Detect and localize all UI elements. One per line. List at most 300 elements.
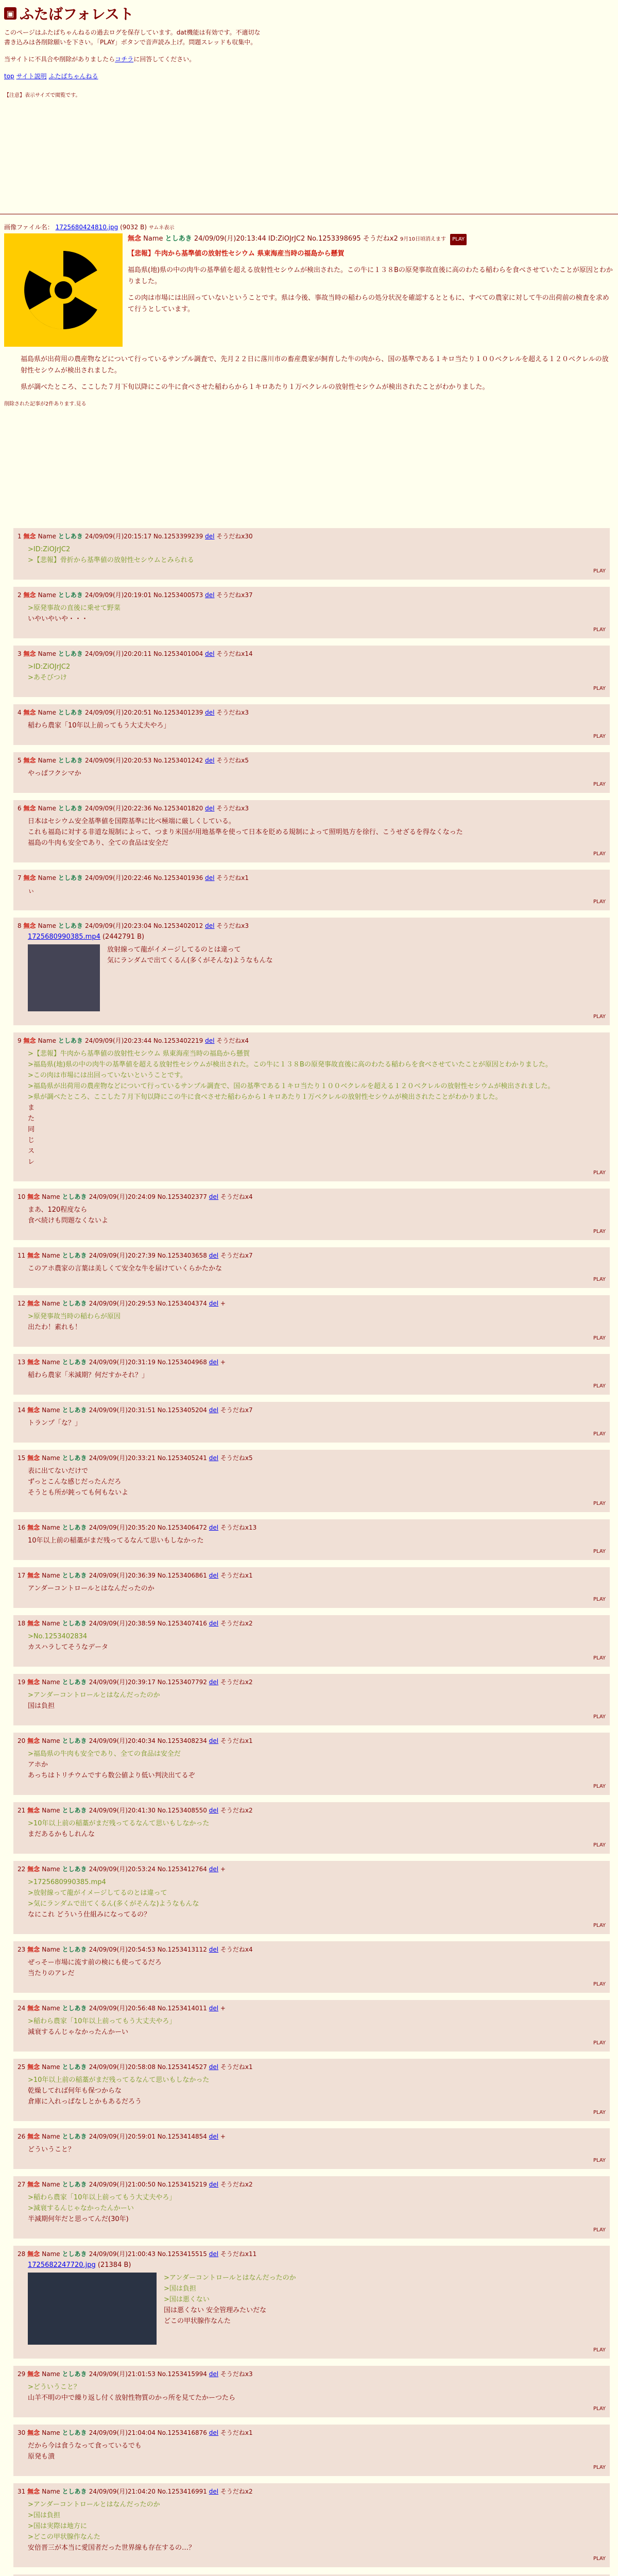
site-logo-icon[interactable]: ▣ xyxy=(4,7,16,20)
reply-datetime: 24/09/09(月)20:20:11 xyxy=(85,650,154,657)
reply-line: どこの甲状腺作なんた xyxy=(164,2317,231,2325)
reply-soudane[interactable]: そうだねx2 xyxy=(218,1807,253,1814)
reply-play-button[interactable]: PLAY xyxy=(593,1383,606,1389)
reply-subject: 無念 xyxy=(27,2063,42,2071)
op-number[interactable]: No.1253398695 xyxy=(307,235,361,243)
reply-del-link[interactable]: del xyxy=(209,1406,219,1414)
reply-post xyxy=(13,587,610,638)
reply-datetime: 24/09/09(月)20:58:08 xyxy=(89,2063,158,2071)
op-body-3: 福島県が出荷用の農産物などについて行っているサンプル調査で、先月２２日に落川市の畜産農家が飼育した牛の肉から、国の基準である１キロ当たり１００ベクレルを超える１２０ベクレルの放射性セシウムが検出されました。 xyxy=(21,355,609,375)
reply-name-label: Name xyxy=(42,1866,62,1873)
reply-line: 出たわ！素れも！ xyxy=(28,1324,82,1331)
reply-play-button[interactable]: PLAY xyxy=(593,1431,606,1437)
reply-soudane[interactable]: そうだねx14 xyxy=(214,650,253,657)
reply-name-label: Name xyxy=(42,2250,62,2258)
reply-header xyxy=(18,1036,606,1046)
reply-body xyxy=(18,2192,606,2225)
reply-del-link[interactable]: del xyxy=(209,1620,219,1627)
reply-quote: >福島県(地)県の中の肉牛の基準値を超える放射性セシウムが検出された。この牛に１３８Bの原発事故直後に高のわたる稲わらを食べさせていたことが原因とわかりました。 xyxy=(28,1061,552,1069)
reply-datetime: 24/09/09(月)21:04:04 xyxy=(89,2429,158,2436)
reply-body xyxy=(18,1583,606,1594)
reply-line: 山羊不明の中で繰り返し付く放射性物質のかっ所を見てたかーつたら xyxy=(28,2394,236,2402)
reply-name-label: Name xyxy=(38,757,58,764)
reply-index: 18 xyxy=(18,1620,28,1627)
reply-number[interactable]: No.1253414854 xyxy=(157,2133,209,2140)
reply-play-button[interactable]: PLAY xyxy=(593,1277,606,1282)
reply-post xyxy=(13,2059,610,2121)
reply-number[interactable]: No.1253400573 xyxy=(153,591,205,599)
reply-del-link[interactable]: del xyxy=(209,1679,219,1686)
reply-number[interactable]: No.1253406472 xyxy=(157,1524,209,1531)
reply-play-button[interactable]: PLAY xyxy=(593,1784,606,1789)
reply-author: としあき xyxy=(62,1946,89,1953)
reply-subject: 無念 xyxy=(27,1620,42,1627)
reply-author: としあき xyxy=(62,1737,89,1744)
reply-line: ずっとこんな感じだったんだろ xyxy=(28,1478,122,1486)
reply-line: カスハラしてそうなデータ xyxy=(28,1643,109,1651)
reply-post xyxy=(13,918,610,1025)
reply-image-row xyxy=(18,944,606,1011)
reply-header xyxy=(18,2179,606,2190)
reply-del-link[interactable]: del xyxy=(205,709,215,716)
reply-body xyxy=(18,1311,606,1333)
reply-del-link[interactable]: del xyxy=(205,533,215,540)
op-body-rest xyxy=(0,354,618,393)
reply-datetime: 24/09/09(月)20:33:21 xyxy=(89,1454,158,1462)
site-title-row xyxy=(4,3,614,24)
reply-del-link[interactable]: del xyxy=(209,1300,219,1307)
reply-soudane[interactable]: そうだねx4 xyxy=(218,1946,253,1953)
op-id: ID:ZiOJrJC2 xyxy=(268,235,305,243)
reply-post xyxy=(13,1861,610,1934)
reply-number[interactable]: No.1253401239 xyxy=(153,709,205,716)
reply-soudane[interactable]: そうだねx37 xyxy=(214,591,253,599)
reply-subject: 無念 xyxy=(27,2005,42,2012)
reply-del-link[interactable]: del xyxy=(209,2250,219,2258)
reply-del-link[interactable]: del xyxy=(209,2005,219,2012)
reply-index: 6 xyxy=(18,805,24,812)
site-title[interactable]: ふたばフォレスト xyxy=(20,6,134,23)
reply-subject: 無念 xyxy=(27,1737,42,1744)
reply-name-label: Name xyxy=(42,2488,62,2495)
reply-play-button[interactable]: PLAY xyxy=(593,1655,606,1661)
reply-number[interactable]: No.1253399239 xyxy=(153,533,205,540)
reply-index: 8 xyxy=(18,922,24,929)
reply-body xyxy=(18,2382,606,2403)
reply-name-label: Name xyxy=(38,709,58,716)
reply-soudane[interactable]: + xyxy=(218,1359,226,1366)
reply-del-link[interactable]: del xyxy=(209,1524,219,1531)
reply-file-link[interactable]: 1725680990385.mp4 xyxy=(28,933,100,941)
reply-play-button[interactable]: PLAY xyxy=(593,2227,606,2233)
reply-soudane[interactable]: そうだねx7 xyxy=(218,1406,253,1414)
reply-datetime: 24/09/09(月)20:20:53 xyxy=(85,757,154,764)
reply-soudane[interactable]: + xyxy=(218,2005,226,2012)
reply-soudane[interactable]: そうだねx4 xyxy=(218,1193,253,1200)
reply-quote: >減衰するんじゃなかったんかーい xyxy=(28,2205,134,2212)
reply-play-button[interactable]: PLAY xyxy=(593,686,606,691)
reply-play-button[interactable]: PLAY xyxy=(593,2556,606,2562)
reply-del-link[interactable]: del xyxy=(209,2181,219,2188)
reply-header xyxy=(18,1250,606,1261)
nav-top[interactable]: top xyxy=(4,73,14,80)
reply-quote: >福島県の牛肉も安全であり、全ての食品は安全だ xyxy=(28,1750,181,1758)
reply-number[interactable]: No.1253415515 xyxy=(157,2250,209,2258)
op-expiry: 9月10日頃消えます xyxy=(400,236,446,242)
reply-soudane[interactable]: そうだねx13 xyxy=(218,1524,257,1531)
reply-line: 半減期何年だと思ってんだ(30年) xyxy=(28,2215,129,2223)
reply-play-button[interactable]: PLAY xyxy=(593,2465,606,2470)
reply-del-link[interactable]: del xyxy=(209,2429,219,2436)
reply-name-label: Name xyxy=(42,1300,62,1307)
reply-play-button[interactable]: PLAY xyxy=(593,2406,606,2412)
reply-play-button[interactable]: PLAY xyxy=(593,2158,606,2163)
reply-soudane[interactable]: + xyxy=(218,1866,226,1873)
reply-index: 26 xyxy=(18,2133,28,2140)
op-text xyxy=(128,233,614,347)
reply-quote: >放射線って龍がイメージしてるのとは違って xyxy=(28,1889,167,1897)
reply-datetime: 24/09/09(月)20:24:09 xyxy=(89,1193,158,1200)
reply-play-button[interactable]: PLAY xyxy=(593,568,606,574)
reply-del-link[interactable]: del xyxy=(209,1807,219,1814)
reply-play-button[interactable]: PLAY xyxy=(593,2347,606,2353)
op-play-button[interactable]: PLAY xyxy=(450,234,467,245)
op-image[interactable] xyxy=(4,233,123,347)
reply-line: アホか xyxy=(28,1761,48,1769)
reply-soudane[interactable]: そうだねx2 xyxy=(218,2488,253,2495)
reply-subject: 無念 xyxy=(27,1193,42,1200)
reply-header xyxy=(18,2062,606,2073)
reply-thumbnail[interactable] xyxy=(28,944,100,1011)
nav-futaba[interactable]: ふたばちゃんねる xyxy=(48,73,98,80)
reply-author: としあき xyxy=(62,1406,89,1414)
op-body-4: 県が調べたところ、ここした７月下旬以降にこの牛に食べさせた稲わらから１キロあたり１万ベクレルの放射性セシウムが検出されたことがわかりました。 xyxy=(21,383,489,391)
reply-number[interactable]: No.1253408234 xyxy=(157,1737,209,1744)
reply-body xyxy=(18,816,606,849)
reply-quote: >国は実際は地方に xyxy=(28,2522,87,2530)
reply-line: ぜっそー市場に流す前の検にも使ってるだろ xyxy=(28,1959,162,1967)
reply-number[interactable]: No.1253403658 xyxy=(157,1252,209,1259)
reply-soudane[interactable]: そうだねx2 xyxy=(218,1620,253,1627)
reply-list xyxy=(0,528,618,2576)
reply-number[interactable]: No.1253407792 xyxy=(157,1679,209,1686)
reply-author: としあき xyxy=(62,1454,89,1462)
reply-index: 2 xyxy=(18,591,24,599)
reply-number[interactable]: No.1253415219 xyxy=(157,2181,209,2188)
reply-line: トランプ「な？」 xyxy=(28,1419,82,1427)
op-author: としあき xyxy=(165,235,192,243)
reply-del-link[interactable]: del xyxy=(205,757,215,764)
reply-body xyxy=(18,2144,606,2155)
reply-line: じ xyxy=(28,1137,35,1144)
reply-soudane[interactable]: そうだねx5 xyxy=(214,757,249,764)
reply-number[interactable]: No.1253404374 xyxy=(157,1300,209,1307)
op-body xyxy=(0,231,618,349)
reply-soudane[interactable]: そうだねx1 xyxy=(214,874,249,882)
reply-name-label: Name xyxy=(42,1524,62,1531)
reply-author: としあき xyxy=(58,805,85,812)
reply-header xyxy=(18,1736,606,1747)
op-file-link[interactable]: 1725680424810.jpg xyxy=(55,224,118,231)
reply-name-label: Name xyxy=(42,2181,62,2188)
reply-soudane[interactable]: そうだねx2 xyxy=(218,1679,253,1686)
reply-name-label: Name xyxy=(42,1193,62,1200)
reply-play-button[interactable]: PLAY xyxy=(593,627,606,633)
reply-soudane[interactable]: + xyxy=(218,1300,226,1307)
reply-datetime: 24/09/09(月)20:53:24 xyxy=(89,1866,158,1873)
reply-soudane[interactable]: そうだねx7 xyxy=(218,1252,253,1259)
reply-play-button[interactable]: PLAY xyxy=(593,1549,606,1554)
reply-quote: >国は負担 xyxy=(164,2285,196,2293)
reply-soudane[interactable]: そうだねx3 xyxy=(214,709,249,716)
reply-number[interactable]: No.1253406861 xyxy=(157,1572,209,1579)
reply-file-size: (21384 B) xyxy=(95,2261,131,2269)
reply-author: としあき xyxy=(62,2133,89,2140)
reply-author: としあき xyxy=(58,709,85,716)
reply-number[interactable]: No.1253401820 xyxy=(153,805,205,812)
reply-play-button[interactable]: PLAY xyxy=(593,1229,606,1234)
reply-header xyxy=(18,1618,606,1629)
reply-del-link[interactable]: del xyxy=(209,1946,219,1953)
reply-quote: >この肉は市場には出回っていないということです。 xyxy=(28,1072,187,1079)
reply-post xyxy=(13,2176,610,2239)
reply-quote: >気にランダムで出てくるん(多くがそんな)ようなもんな xyxy=(28,1900,199,1908)
reply-author: としあき xyxy=(62,1300,89,1307)
reply-subject: 無念 xyxy=(27,1572,42,1579)
reply-soudane[interactable]: そうだねx3 xyxy=(214,922,249,929)
reply-body xyxy=(18,1418,606,1429)
reply-line: ぃ xyxy=(28,887,35,895)
reply-del-link[interactable]: del xyxy=(209,1572,219,1579)
reply-del-link[interactable]: del xyxy=(205,922,215,929)
reply-number[interactable]: No.1253401242 xyxy=(153,757,205,764)
reply-number[interactable]: No.1253416876 xyxy=(157,2429,209,2436)
reply-index: 9 xyxy=(18,1037,24,1044)
reply-line: 倉庫に入れっぱなしとかもあるだろう xyxy=(28,2098,142,2106)
reply-datetime: 24/09/09(月)20:19:01 xyxy=(85,591,154,599)
reply-del-link[interactable]: del xyxy=(205,591,215,599)
reply-soudane[interactable]: そうだねx4 xyxy=(214,1037,249,1044)
reply-play-button[interactable]: PLAY xyxy=(593,734,606,739)
reply-play-button[interactable]: PLAY xyxy=(593,1981,606,1987)
reply-name-label: Name xyxy=(42,2063,62,2071)
reply-number[interactable]: No.1253413112 xyxy=(157,1946,209,1953)
reply-number[interactable]: No.1253415994 xyxy=(157,2370,209,2378)
notice-text-1: このページはふたばちゃんねるの過去ログを保存しています。dat機能は有効です。不適切な書き込みは各削除願いを下さい。「PLAY」ボタンで音声読み上げ。問題スレッドも収集中。 xyxy=(4,29,261,46)
reply-play-button[interactable]: PLAY xyxy=(593,1597,606,1602)
reply-subject: 無念 xyxy=(27,1679,42,1686)
reply-header xyxy=(18,1864,606,1875)
reply-number[interactable]: No.1253412764 xyxy=(157,1866,209,1873)
reply-subject: 無念 xyxy=(27,1807,42,1814)
reply-del-link[interactable]: del xyxy=(205,874,215,882)
op-deleted-warning[interactable]: 削除された記事が2件あります.見る xyxy=(4,401,87,407)
reply-line: 減衰するんじゃなかったんかーい xyxy=(28,2028,129,2036)
reply-soudane[interactable]: そうだねx11 xyxy=(218,2250,257,2258)
reply-index: 17 xyxy=(18,1572,28,1579)
reply-name-label: Name xyxy=(38,805,58,812)
reply-body xyxy=(18,1957,606,1979)
reply-file-line xyxy=(18,2260,606,2270)
reply-post xyxy=(13,2246,610,2359)
reply-body xyxy=(18,1466,606,1498)
reply-post xyxy=(13,2366,610,2417)
reply-name-label: Name xyxy=(42,1737,62,1744)
reply-number[interactable]: No.1253401936 xyxy=(153,874,205,882)
reply-author: としあき xyxy=(58,650,85,657)
reply-subject: 無念 xyxy=(27,1359,42,1366)
reply-del-link[interactable]: del xyxy=(209,2063,219,2071)
reply-name-label: Name xyxy=(42,2429,62,2436)
reply-index: 7 xyxy=(18,874,24,882)
reply-del-link[interactable]: del xyxy=(209,1454,219,1462)
reply-play-button[interactable]: PLAY xyxy=(593,1501,606,1506)
reply-soudane[interactable]: そうだねx5 xyxy=(218,1454,253,1462)
reply-index: 16 xyxy=(18,1524,28,1531)
op-name-label: Name xyxy=(143,235,163,243)
reply-index: 30 xyxy=(18,2429,28,2436)
reply-line: 稲わら農家「10年以上前ってもう大丈夫やろ」 xyxy=(28,722,170,730)
reply-del-link[interactable]: del xyxy=(209,2133,219,2140)
reply-play-button[interactable]: PLAY xyxy=(593,899,606,905)
contact-link[interactable]: コチラ xyxy=(115,56,134,63)
reply-index: 20 xyxy=(18,1737,28,1744)
reply-header xyxy=(18,2131,606,2142)
reply-number[interactable]: No.1253416991 xyxy=(157,2488,209,2495)
reply-play-button[interactable]: PLAY xyxy=(593,2110,606,2115)
site-notice xyxy=(4,28,262,64)
reply-datetime: 24/09/09(月)20:41:30 xyxy=(89,1807,158,1814)
reply-soudane[interactable]: そうだねx1 xyxy=(218,1572,253,1579)
reply-datetime: 24/09/09(月)21:04:20 xyxy=(89,2488,158,2495)
reply-del-link[interactable]: del xyxy=(209,1737,219,1744)
reply-play-button[interactable]: PLAY xyxy=(593,782,606,787)
reply-header xyxy=(18,531,606,542)
reply-index: 4 xyxy=(18,709,24,716)
reply-subject: 無念 xyxy=(23,1037,38,1044)
reply-subject: 無念 xyxy=(27,1524,42,1531)
reply-number[interactable]: No.1253402219 xyxy=(153,1037,205,1044)
reply-text xyxy=(164,2273,296,2345)
reply-line: なにこれ どういう仕組みになってるの？ xyxy=(28,1911,151,1919)
reply-post xyxy=(13,2128,610,2169)
reply-number[interactable]: No.1253414527 xyxy=(157,2063,209,2071)
reply-play-button[interactable]: PLAY xyxy=(593,1923,606,1928)
reply-body xyxy=(18,544,606,566)
reply-subject: 無念 xyxy=(27,2429,42,2436)
reply-number[interactable]: No.1253401004 xyxy=(153,650,205,657)
reply-soudane[interactable]: そうだねx2 xyxy=(218,2181,253,2188)
reply-play-button[interactable]: PLAY xyxy=(593,1842,606,1848)
reply-soudane[interactable]: そうだねx3 xyxy=(214,805,249,812)
reply-play-button[interactable]: PLAY xyxy=(593,1714,606,1720)
reply-file-link[interactable]: 1725682247720.jpg xyxy=(28,2261,96,2269)
reply-del-link[interactable]: del xyxy=(209,1193,219,1200)
reply-number[interactable]: No.1253407416 xyxy=(157,1620,209,1627)
reply-number[interactable]: No.1253402377 xyxy=(157,1193,209,1200)
reply-datetime: 24/09/09(月)20:36:39 xyxy=(89,1572,158,1579)
reply-del-link[interactable]: del xyxy=(205,650,215,657)
reply-line: 食べ続けも問題なくないよ xyxy=(28,1217,109,1225)
reply-line: どういうこと？ xyxy=(28,2146,75,2154)
op-title: 【悲報】牛肉から基準値の放射性セシウム 県東海産当時の福島から懸賀 xyxy=(128,250,345,258)
reply-soudane[interactable]: そうだねx1 xyxy=(218,1737,253,1744)
reply-soudane[interactable]: そうだねx3 xyxy=(218,2370,253,2378)
reply-line: 国は悪くない 安全管理みたいだな xyxy=(164,2307,267,2314)
reply-header xyxy=(18,2369,606,2380)
reply-soudane[interactable]: そうだねx30 xyxy=(214,533,253,540)
reply-body xyxy=(18,1370,606,1381)
reply-play-button[interactable]: PLAY xyxy=(593,1014,606,1020)
reply-post xyxy=(13,1519,610,1560)
reply-del-link[interactable]: del xyxy=(209,1359,219,1366)
op-body-1: 福島県(地)県の中の肉牛の基準値を超える放射性セシウムが検出された。この牛に１３８Bの原発事故直後に高のわたる稲わらを食べさせていたことが原因とわかりました。 xyxy=(128,266,613,285)
reply-number[interactable]: No.1253414011 xyxy=(157,2005,209,2012)
reply-header xyxy=(18,873,606,884)
reply-del-link[interactable]: del xyxy=(205,1037,215,1044)
reply-number[interactable]: No.1253404968 xyxy=(157,1359,209,1366)
reply-del-link[interactable]: del xyxy=(209,1866,219,1873)
reply-index: 21 xyxy=(18,1807,28,1814)
reply-author: としあき xyxy=(62,1866,89,1873)
reply-datetime: 24/09/09(月)20:15:17 xyxy=(85,533,154,540)
reply-subject: 無念 xyxy=(23,591,38,599)
reply-file-line xyxy=(18,931,606,942)
op-header xyxy=(128,233,614,245)
reply-del-link[interactable]: del xyxy=(205,805,215,812)
reply-play-button[interactable]: PLAY xyxy=(593,2040,606,2046)
reply-play-button[interactable]: PLAY xyxy=(593,1335,606,1341)
reply-datetime: 24/09/09(月)20:23:04 xyxy=(85,922,154,929)
reply-del-link[interactable]: del xyxy=(209,1252,219,1259)
reply-post xyxy=(13,2000,610,2052)
reply-quote: >どこの甲状腺作なんた xyxy=(28,2533,100,2541)
reply-play-button[interactable]: PLAY xyxy=(593,851,606,857)
reply-name-label: Name xyxy=(42,1946,62,1953)
reply-thumbnail[interactable] xyxy=(28,2273,157,2345)
reply-subject: 無念 xyxy=(27,1252,42,1259)
reply-quote: >原発事故の直後に乗せて野菜 xyxy=(28,604,121,612)
reply-line: 福島の牛肉も安全であり、全ての食品は安全だ xyxy=(28,839,169,847)
reply-del-link[interactable]: del xyxy=(209,2488,219,2495)
reply-soudane[interactable]: そうだねx1 xyxy=(218,2063,253,2071)
reply-author: としあき xyxy=(58,533,85,540)
reply-name-label: Name xyxy=(38,874,58,882)
reply-post xyxy=(13,752,610,793)
op-soudane[interactable]: そうだねx2 xyxy=(363,235,398,243)
reply-datetime: 24/09/09(月)21:00:50 xyxy=(89,2181,158,2188)
reply-quote: >ID:ZiOJrJC2 xyxy=(28,546,71,553)
reply-number[interactable]: No.1253405241 xyxy=(157,1454,209,1462)
reply-header xyxy=(18,590,606,601)
reply-number[interactable]: No.1253405204 xyxy=(157,1406,209,1414)
reply-line: 安倍晋三が本当に愛国者だった世界線も存在するの…？ xyxy=(28,2544,196,2552)
reply-author: としあき xyxy=(62,2005,89,2012)
reply-datetime: 24/09/09(月)20:22:36 xyxy=(85,805,154,812)
reply-quote: >福島県が出荷用の農産物などについて行っているサンプル調査で、国の基準である１キロ当たり１００ベクレルを超える１２０ベクレルの放射性セシウムが検出されました。 xyxy=(28,1082,555,1090)
reply-soudane[interactable]: そうだねx1 xyxy=(218,2429,253,2436)
reply-play-button[interactable]: PLAY xyxy=(593,1170,606,1176)
reply-number[interactable]: No.1253402012 xyxy=(153,922,205,929)
reply-post xyxy=(13,1941,610,1993)
reply-del-link[interactable]: del xyxy=(209,2370,219,2378)
reply-post xyxy=(13,1674,610,1725)
reply-number[interactable]: No.1253408550 xyxy=(157,1807,209,1814)
reply-post xyxy=(13,1354,610,1395)
reply-soudane[interactable]: + xyxy=(218,2133,226,2140)
reply-name-label: Name xyxy=(42,2133,62,2140)
nav-about[interactable]: サイト説明 xyxy=(16,73,47,80)
